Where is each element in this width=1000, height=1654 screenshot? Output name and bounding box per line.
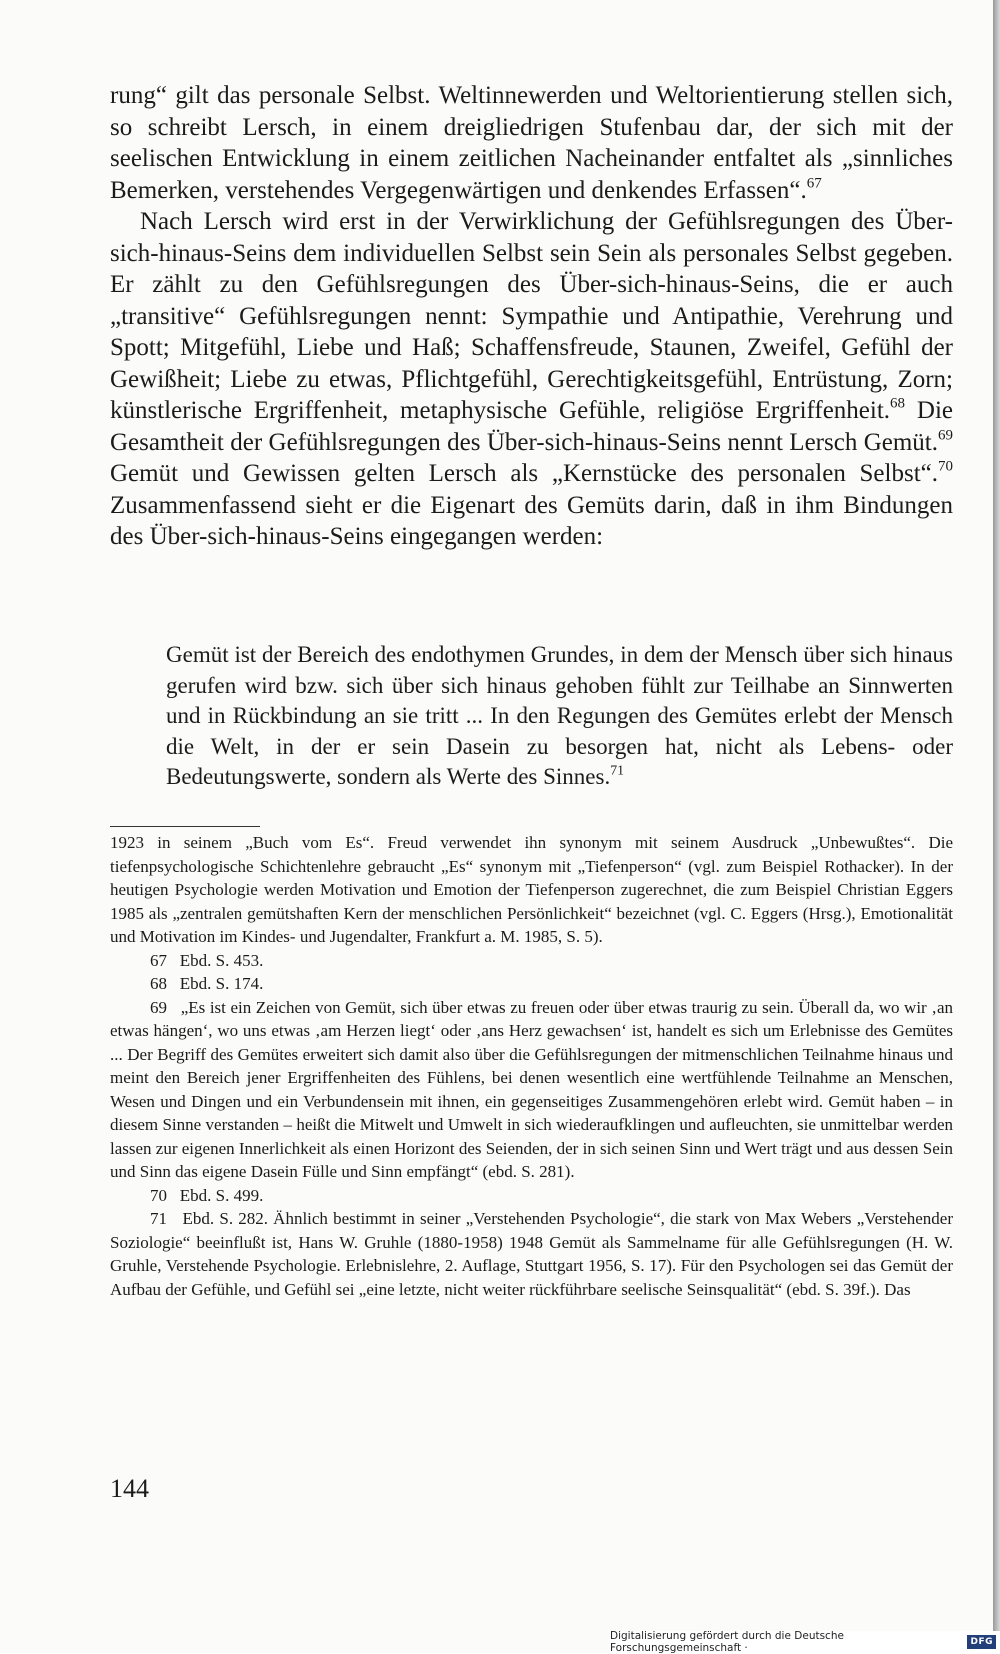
footnote-number: 71 <box>150 1209 167 1228</box>
footnote-number: 67 <box>150 950 167 970</box>
footnote-number: 70 <box>150 1185 167 1205</box>
footnote-text: Ebd. S. 282. Ähnlich bestimmt in seiner „Verstehenden Psychologie“, die stark von Max Webers „Verstehender Soziologie“ beeinflußt ist, Hans W. Gruhle (1880-1958) 1948 Gemüt als Sammelname für alle Gefühlsregungen (H. W. Gruhle, Verstehende Psychologie. Erlebnislehre, 2. Auflage, Stuttgart 1956, S. 17). Für den Psychologen sei das Gemüt der Aufbau der Gefühle, und Gefühl sei „eine letzte, nicht weiter rückführbare seelische Seinsqualität“ (ebd. S. 39f.). Das <box>110 1209 954 1299</box>
footnote-67 <box>110 949 953 973</box>
digitization-credit: Digitalisierung gefördert durch die Deutsche Forschungsgemeinschaft · <box>610 1630 844 1654</box>
footnote-70 <box>110 1184 953 1208</box>
footnote-continuation: 1923 in seinem „Buch vom Es“. Freud verwendet ihn synonym mit seinem Ausdruck „Unbewußtes“. Die tiefenpsychologische Schichtenlehre gebraucht „Es“ synonym mit „Tiefenperson“ (vgl. zum Beispiel Rothacker). In der heutigen Psychologie werden Motivation und Emotion der Tiefenperson zugerechnet, die zum Beispiel Christian Eggers 1985 als „zentralen gemütshaften Kern der menschlichen Persönlichkeit“ bezeichnet (vgl. C. Eggers (Hrsg.), Emotionalität und Motivation im Kindes- und Jugendalter, Frankfurt a. M. 1985, S. 5). <box>110 833 953 946</box>
paragraph-text: Die Gesamtheit der Gefühlsregungen des Über-sich-hinaus-Seins nennt Lersch Gemüt. <box>110 397 953 456</box>
footnote-ref-70: 70 <box>938 458 953 475</box>
footnote-ref-68: 68 <box>890 395 906 412</box>
footnote-ref-67: 67 <box>806 175 822 191</box>
quote-text: Gemüt ist der Bereich des endothymen Grundes, in dem der Mensch über sich hinaus gerufen wird bzw. sich über sich hinaus gehoben fühlt zur Teilhabe an Sinnwerten und in Rückbindung an sie tritt ... In den Regungen des Gemütes erlebt der Mensch die Welt, in der er sein Dasein zu besorgen hat, nicht als Lebens- oder Bedeutungswerte, sondern als Werte des Sinnes. <box>166 642 953 789</box>
main-text <box>110 80 953 553</box>
footnote-text: Ebd. S. 453. <box>179 950 264 970</box>
paragraph <box>110 206 953 553</box>
paragraph-text: rung“ gilt das personale Selbst. Weltinnewerden und Weltorientierung stellen sich, so schreibt Lersch, in einem dreigliedrigen Stufenbau dar, der sich mit der seelischen Entwicklung in einem zeitlichen Nacheinander entfaltet als „sinnliches Bemerken, verstehendes Vergegenwärtigen und denkendes Erfassen“. <box>110 82 953 204</box>
dfg-logo: DFG <box>967 1635 996 1649</box>
paragraph-text: Nach Lersch wird erst in der Verwirklichung der Gefühlsregungen des Über-sich-hinaus-Seins dem individuellen Selbst sein Sein als personales Selbst gegeben. Er zählt zu den Gefühlsregungen des Über-sich-hinaus-Seins, die er auch „transitive“ Gefühlsregungen nennt: Sympathie und Antipathie, Verehrung und Spott; Mitgefühl, Liebe und Haß; Schaffensfreude, Staunen, Zweifel, Gefühl der Gewißheit; Liebe zu etwas, Pflichtgefühl, Gerechtigkeitsgefühl, Entrüstung, Zorn; künstlerische Ergriffenheit, metaphysische Gefühle, religiöse Ergriffenheit. <box>110 208 953 424</box>
paragraph <box>110 80 953 206</box>
block-quote <box>166 640 953 793</box>
paragraph-text: Gemüt und Gewissen gelten Lersch als „Kernstücke des personalen Selbst“. <box>110 460 938 487</box>
footnote-text: „Es ist ein Zeichen von Gemüt, sich über etwas zu freuen oder über etwas traurig zu sein. Überall da, wo wir ‚an etwas hängen‘, wo uns etwas ‚am Herzen liegt‘ oder ‚ans Herz gewachsen‘ ist, handelt es sich um Erlebnisse des Gemütes ... Der Begriff des Gemütes erweitert sich damit also über die Gefühlsregungen der mitmenschlichen Teilnahme hinaus und meint den Bereich jener Ergriffenheiten des Fühlens, bei denen wesentlich eine wertfühlende Teilnahme an Menschen, Wesen und Dingen und ein Verbundensein mit ihnen, ein gegenseitiges Zusammengehören erlebt wird. Gemüt haben – in diesem Sinne verstanden – heißt die Mitwelt und Umwelt in sich wiederaufklingen und aufleuchten, sie unmittelbar werden lassen zur eigenen Innerlichkeit als einen Horizont des Seienden, der in sich seinen Sinn und Wert trägt und aus dessen Sein und Sinn das eigene Dasein Fülle und Sinn empfängt“ (ebd. S. 281). <box>110 997 953 1181</box>
page-number: 144 <box>110 1474 149 1503</box>
paragraph-text: Zusammenfassend sieht er die Eigenart des Gemüts darin, daß in ihm Bindungen des Über-sich-hinaus-Seins eingegangen werden: <box>110 491 953 550</box>
footnote-ref-71: 71 <box>610 762 625 778</box>
footnote-69 <box>110 996 953 1184</box>
footnote-68 <box>110 972 953 996</box>
page-edge-shadow <box>993 0 1000 1653</box>
footnote-number: 68 <box>150 974 167 993</box>
footnote-divider <box>110 826 260 827</box>
footnote-text: Ebd. S. 174. <box>179 974 264 993</box>
footnote-71 <box>110 1207 953 1301</box>
footnote-ref-69: 69 <box>938 427 953 443</box>
footnote-number: 69 <box>150 997 167 1017</box>
digitization-credit-bar <box>610 1631 1000 1653</box>
footnote-text: Ebd. S. 499. <box>179 1185 264 1205</box>
footnotes <box>110 831 953 1301</box>
